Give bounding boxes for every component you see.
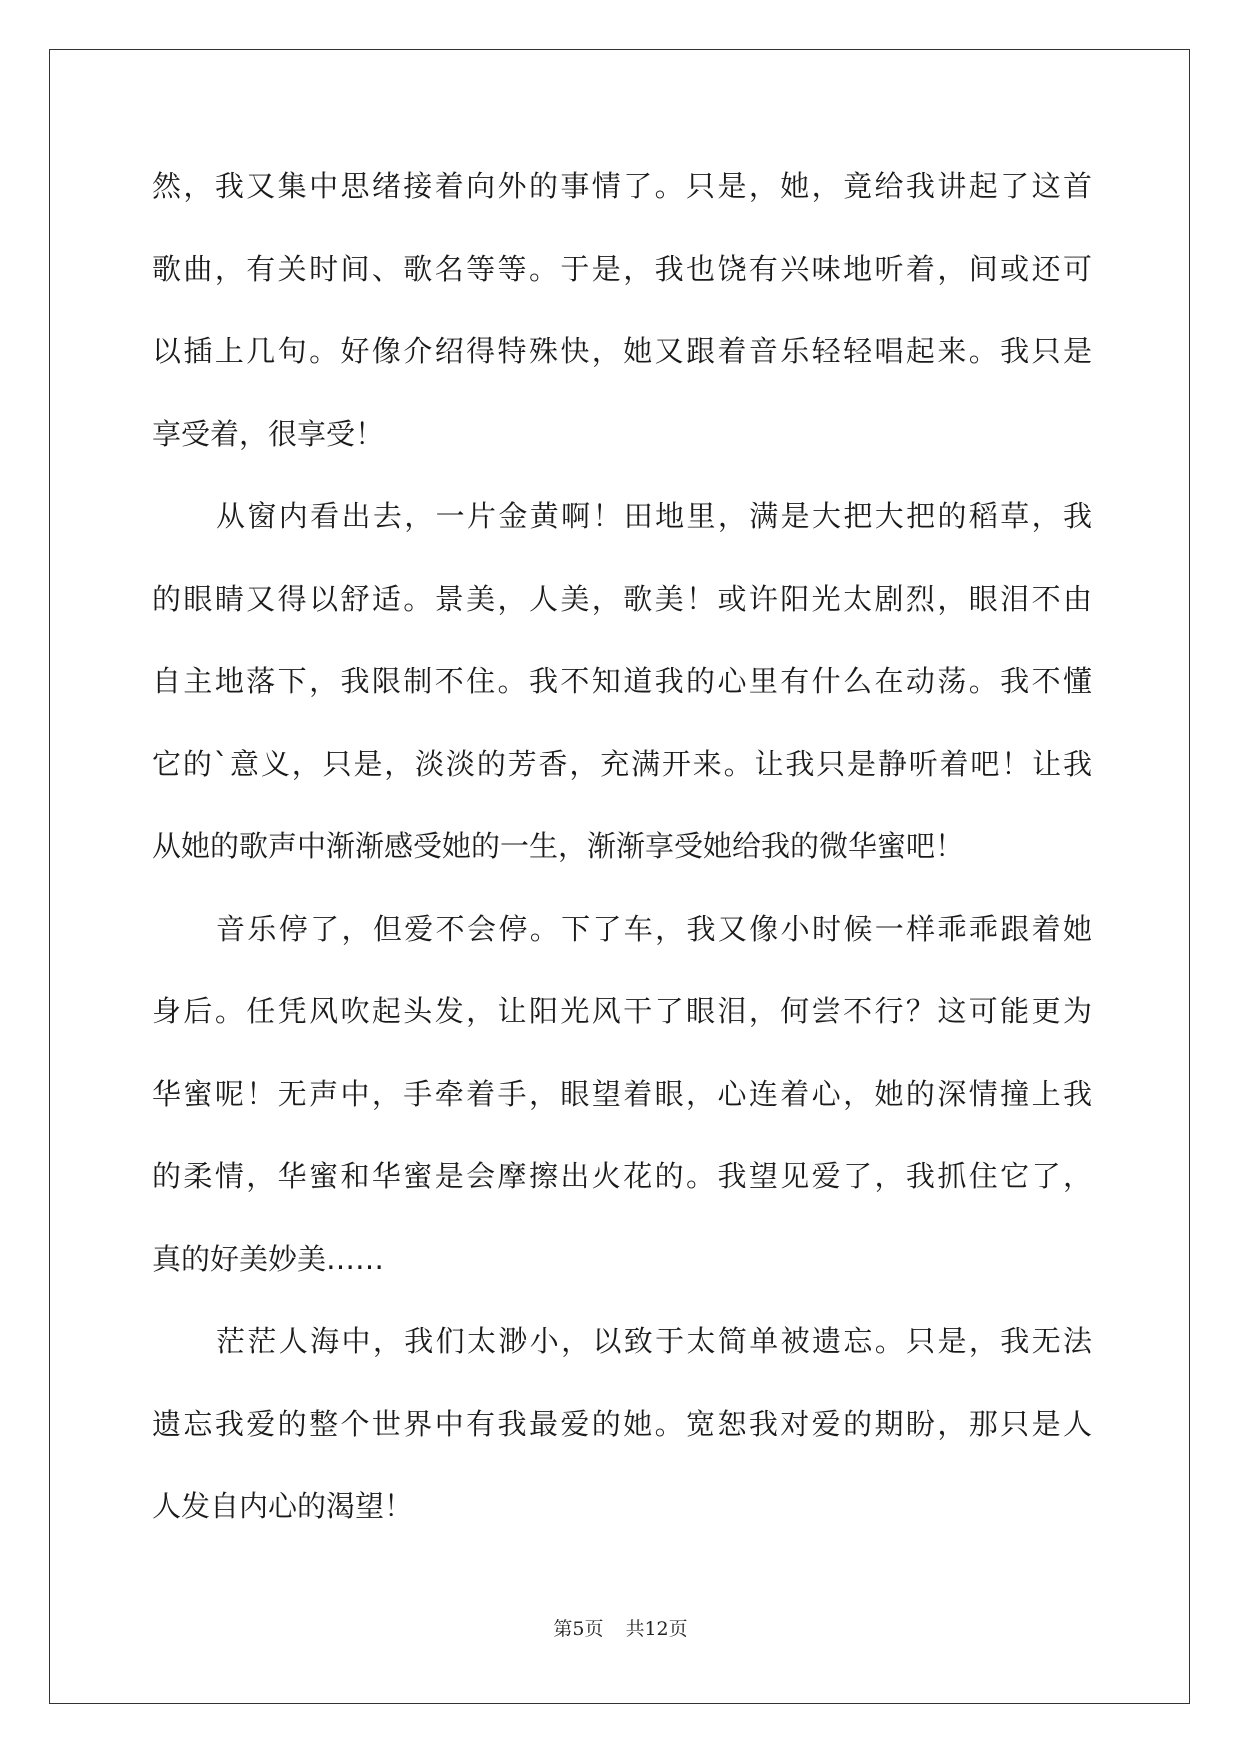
document-body [152, 145, 1092, 1548]
text-line: 的眼睛又得以舒适。景美，人美，歌美！或许阳光太剧烈，眼泪不由 [152, 581, 1092, 616]
page-number: 第5页 [553, 1618, 604, 1640]
text-line: 茫茫人海中，我们太渺小，以致于太简单被遗忘。只是，我无法 [216, 1324, 1092, 1358]
text-line: 它的`意义，只是，淡淡的芳香，充满开来。让我只是静听着吧！让我 [152, 746, 1092, 781]
paragraph-3 [152, 888, 1092, 1301]
text-line: 从她的歌声中渐渐感受她的一生，渐渐享受她给我的微华蜜吧！ [152, 829, 965, 863]
text-line: 人发自内心的渴望！ [152, 1489, 414, 1523]
paragraph-1 [152, 145, 1092, 475]
text-line: 华蜜呢！无声中，手牵着手，眼望着眼，心连着心，她的深情撞上我 [152, 1076, 1092, 1111]
text-line: 歌曲，有关时间、歌名等等。于是，我也饶有兴味地听着，间或还可 [152, 251, 1092, 286]
paragraph-4 [152, 1300, 1092, 1548]
text-line: 真的好美妙美…… [152, 1241, 385, 1276]
paragraph-2 [152, 475, 1092, 888]
page-footer [0, 1614, 1241, 1641]
text-line: 享受着，很享受！ [152, 416, 385, 451]
text-line: 以插上几句。好像介绍得特殊快，她又跟着音乐轻轻唱起来。我只是 [152, 334, 1092, 368]
text-line: 然，我又集中思绪接着向外的事情了。只是，她，竟给我讲起了这首 [152, 169, 1092, 203]
text-line: 自主地落下，我限制不住。我不知道我的心里有什么在动荡。我不懂 [152, 664, 1092, 698]
page-total: 共12页 [625, 1618, 688, 1640]
text-line: 音乐停了，但爱不会停。下了车，我又像小时候一样乖乖跟着她 [216, 911, 1092, 946]
text-line: 的柔情，华蜜和华蜜是会摩擦出火花的。我望见爱了，我抓住它了， [152, 1159, 1092, 1193]
text-line: 从窗内看出去，一片金黄啊！田地里，满是大把大把的稻草，我 [216, 499, 1092, 533]
text-line: 身后。任凭风吹起头发，让阳光风干了眼泪，何尝不行？这可能更为 [152, 994, 1092, 1028]
text-line: 遗忘我爱的整个世界中有我最爱的她。宽恕我对爱的期盼，那只是人 [152, 1406, 1092, 1441]
